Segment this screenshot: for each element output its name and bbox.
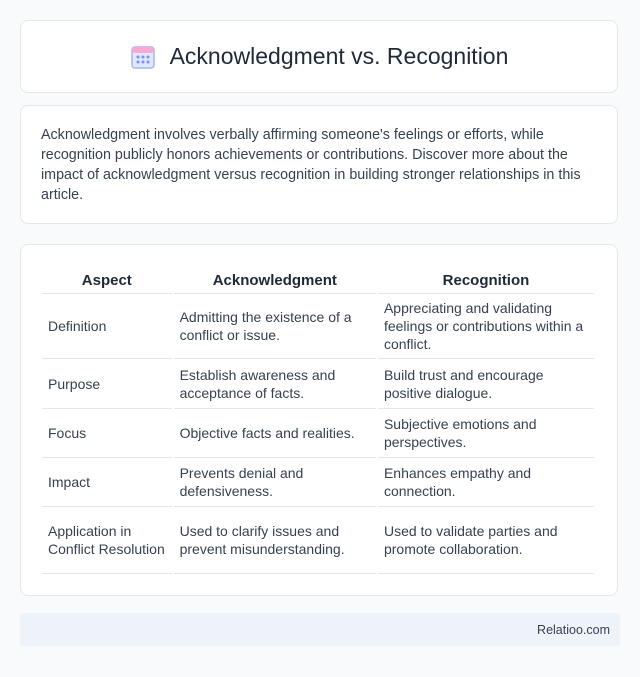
intro-text: Acknowledgment involves verbally affirming someone's feelings or efforts, while recognition publicly honors achievements or contributions. Discover more about the impact of acknowledgment versus recognition in building stronger relationships in this article. — [41, 127, 581, 203]
recognition-cell: Subjective emotions and perspectives. — [378, 409, 594, 458]
column-header: Aspect — [42, 267, 172, 294]
table-row — [42, 458, 594, 507]
table-row — [42, 507, 594, 574]
table-row — [42, 294, 594, 359]
aspect-cell: Purpose — [42, 359, 172, 409]
aspect-cell: Application in Conflict Resolution — [42, 507, 172, 574]
aspect-cell: Impact — [42, 458, 172, 507]
recognition-cell: Used to validate parties and promote collaboration. — [378, 507, 594, 574]
recognition-cell: Enhances empathy and connection. — [378, 458, 594, 507]
table-row — [42, 409, 594, 458]
column-header: Acknowledgment — [174, 267, 376, 294]
header-card — [20, 20, 618, 93]
footer-brand: Relatioo.com — [537, 622, 610, 637]
column-header: Recognition — [378, 267, 594, 294]
acknowledgment-cell: Prevents denial and defensiveness. — [174, 458, 376, 507]
comparison-table — [40, 267, 596, 574]
table-header-row — [42, 267, 594, 294]
acknowledgment-cell: Objective facts and realities. — [174, 409, 376, 458]
footer — [20, 613, 620, 646]
aspect-cell: Focus — [42, 409, 172, 458]
recognition-cell: Build trust and encourage positive dialogue. — [378, 359, 594, 409]
page-title: Acknowledgment vs. Recognition — [169, 43, 509, 69]
comparison-card — [20, 244, 618, 596]
table-row — [42, 359, 594, 409]
aspect-cell: Definition — [42, 294, 172, 359]
calendar-grid-icon — [130, 44, 156, 70]
intro-card — [20, 105, 618, 224]
recognition-cell: Appreciating and validating feelings or contributions within a conflict. — [378, 294, 594, 359]
acknowledgment-cell: Admitting the existence of a conflict or issue. — [174, 294, 376, 359]
acknowledgment-cell: Used to clarify issues and prevent misunderstanding. — [174, 507, 376, 574]
header-content — [130, 43, 509, 70]
acknowledgment-cell: Establish awareness and acceptance of facts. — [174, 359, 376, 409]
